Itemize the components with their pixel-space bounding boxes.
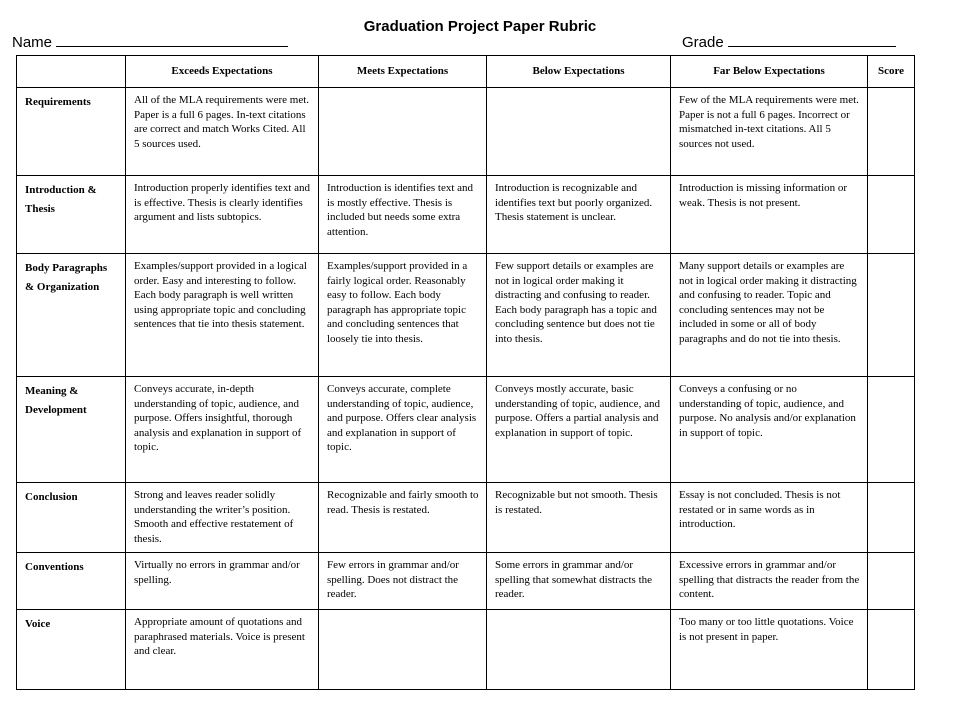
column-header-exceeds: Exceeds Expectations bbox=[126, 56, 319, 88]
far-below-cell: Many support details or examples are not in logical order making it distracting and confusing to reader. Topic and concluding sentences may not be included in some or all of body paragraphs and do not tie into thesis. bbox=[671, 254, 868, 377]
below-cell: Few support details or examples are not in logical order making it distracting and confusing to reader. Each body paragraph has a topic and concluding sentence but does not tie into thesis. bbox=[487, 254, 671, 377]
page-header bbox=[0, 0, 960, 56]
page-title: Graduation Project Paper Rubric bbox=[363, 18, 597, 35]
exceeds-cell: Strong and leaves reader solidly understanding the writer’s position. Smooth and effective restatement of thesis. bbox=[126, 483, 319, 553]
far-below-cell: Introduction is missing information or weak. Thesis is not present. bbox=[671, 176, 868, 254]
far-below-cell: Few of the MLA requirements were met. Paper is not a full 6 pages. Incorrect or mismatched in-text citations. All 5 sources not used. bbox=[671, 88, 868, 176]
column-header-score: Score bbox=[868, 56, 915, 88]
grade-field[interactable] bbox=[682, 32, 896, 51]
meets-cell: Recognizable and fairly smooth to read. Thesis is restated. bbox=[319, 483, 487, 553]
table-row bbox=[17, 176, 915, 254]
below-cell: Some errors in grammar and/or spelling that somewhat distracts the reader. bbox=[487, 553, 671, 610]
category-cell: Meaning & Development bbox=[17, 377, 126, 483]
meets-cell: Introduction is identifies text and is mostly effective. Thesis is included but needs some extra attention. bbox=[319, 176, 487, 254]
table-row bbox=[17, 377, 915, 483]
score-cell[interactable] bbox=[868, 553, 915, 610]
score-cell[interactable] bbox=[868, 176, 915, 254]
column-header-category bbox=[17, 56, 126, 88]
category-cell: Requirements bbox=[17, 88, 126, 176]
column-header-below: Below Expectations bbox=[487, 56, 671, 88]
exceeds-cell: Appropriate amount of quotations and paraphrased materials. Voice is present and clear. bbox=[126, 610, 319, 690]
score-cell[interactable] bbox=[868, 610, 915, 690]
exceeds-cell: All of the MLA requirements were met. Paper is a full 6 pages. In-text citations are correct and match Works Cited. All 5 sources used. bbox=[126, 88, 319, 176]
meets-cell: Examples/support provided in a fairly logical order. Reasonably easy to follow. Each body paragraph has appropriate topic and concluding sentences that loosely tie into thesis. bbox=[319, 254, 487, 377]
meets-cell: Few errors in grammar and/or spelling. Does not distract the reader. bbox=[319, 553, 487, 610]
category-cell: Voice bbox=[17, 610, 126, 690]
name-label: Name bbox=[12, 34, 53, 51]
exceeds-cell: Examples/support provided in a logical order. Easy and interesting to follow. Each body paragraph is well written using appropriate topic and concluding sentences that tie into thesis statement. bbox=[126, 254, 319, 377]
below-cell: Introduction is recognizable and identifies text but poorly organized. Thesis statement is unclear. bbox=[487, 176, 671, 254]
far-below-cell: Excessive errors in grammar and/or spelling that distracts the reader from the content. bbox=[671, 553, 868, 610]
column-header-far-below: Far Below Expectations bbox=[671, 56, 868, 88]
grade-label: Grade bbox=[682, 34, 724, 51]
below-cell bbox=[487, 610, 671, 690]
table-row bbox=[17, 610, 915, 690]
category-cell: Introduction & Thesis bbox=[17, 176, 126, 254]
far-below-cell: Too many or too little quotations. Voice is not present in paper. bbox=[671, 610, 868, 690]
category-cell: Body Paragraphs & Organization bbox=[17, 254, 126, 377]
below-cell: Conveys mostly accurate, basic understanding of topic, audience, and purpose. Offers a partial analysis and explanation in support of topic. bbox=[487, 377, 671, 483]
rubric-table bbox=[16, 55, 915, 690]
exceeds-cell: Virtually no errors in grammar and/or spelling. bbox=[126, 553, 319, 610]
far-below-cell: Conveys a confusing or no understanding of topic, audience, and purpose. No analysis and/or explanation in support of topic. bbox=[671, 377, 868, 483]
table-row bbox=[17, 483, 915, 553]
table-row bbox=[17, 88, 915, 176]
table-row bbox=[17, 254, 915, 377]
exceeds-cell: Introduction properly identifies text and is effective. Thesis is clearly identifies argument and lists subtopics. bbox=[126, 176, 319, 254]
score-cell[interactable] bbox=[868, 254, 915, 377]
score-cell[interactable] bbox=[868, 377, 915, 483]
column-header-meets: Meets Expectations bbox=[319, 56, 487, 88]
grade-blank-line[interactable] bbox=[728, 32, 896, 47]
score-cell[interactable] bbox=[868, 88, 915, 176]
far-below-cell: Essay is not concluded. Thesis is not restated or in same words as in introduction. bbox=[671, 483, 868, 553]
header-row bbox=[17, 56, 915, 88]
name-blank-line[interactable] bbox=[56, 32, 288, 47]
below-cell bbox=[487, 88, 671, 176]
meets-cell: Conveys accurate, complete understanding of topic, audience, and purpose. Offers clear analysis and explanation in support of topic. bbox=[319, 377, 487, 483]
category-cell: Conventions bbox=[17, 553, 126, 610]
exceeds-cell: Conveys accurate, in-depth understanding of topic, audience, and purpose. Offers insightful, thorough analysis and explanation in support of topic. bbox=[126, 377, 319, 483]
name-field[interactable] bbox=[12, 32, 288, 51]
category-cell: Conclusion bbox=[17, 483, 126, 553]
score-cell[interactable] bbox=[868, 483, 915, 553]
meets-cell bbox=[319, 88, 487, 176]
table-row bbox=[17, 553, 915, 610]
meets-cell bbox=[319, 610, 487, 690]
below-cell: Recognizable but not smooth. Thesis is restated. bbox=[487, 483, 671, 553]
